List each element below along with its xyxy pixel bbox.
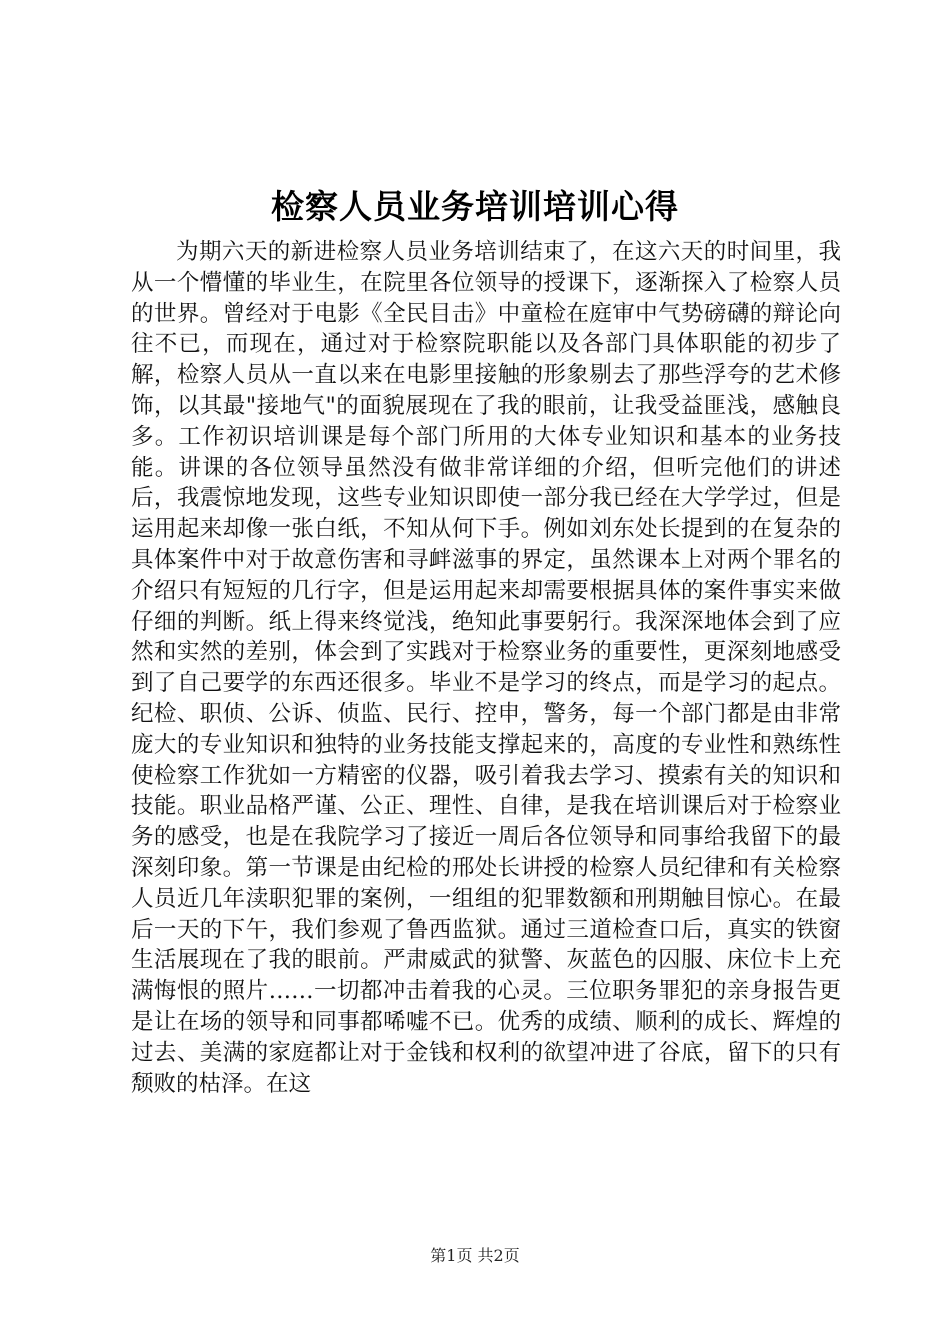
body-paragraph: 为期六天的新进检察人员业务培训结束了，在这六天的时间里，我从一个懵懂的毕业生，在院里各位领导的授课下，逐渐探入了检察人员的世界。曾经对于电影《全民目击》中童检在庭审中气势磅礴的辩论向往不已，而现在，通过对于检察院职能以及各部门具体职能的初步了解，检察人员从一直以来在电影里接触的形象剔去了那些浮夸的艺术修饰，以其最"接地气"的面貌展现在了我的眼前，让我受益匪浅，感触良多。工作初识培训课是每个部门所用的大体专业知识和基本的业务技能。讲课的各位领导虽然没有做非常详细的介绍，但听完他们的讲述后，我震惊地发现，这些专业知识即使一部分我已经在大学学过，但是运用起来却像一张白纸，不知从何下手。例如刘东处长提到的在复杂的具体案件中对于故意伤害和寻衅滋事的界定，虽然课本上对两个罪名的介绍只有短短的几行字，但是运用起来却需要根据具体的案件事实来做仔细的判断。纸上得来终觉浅，绝知此事要躬行。我深深地体会到了应然和实然的差别，体会到了实践对于检察业务的重要性，更深刻地感受到了自己要学的东西还很多。毕业不是学习的终点，而是学习的起点。纪检、职侦、公诉、侦监、民行、控申，警务，每一个部门都是由非常庞大的专业知识和独特的业务技能支撑起来的，高度的专业性和熟练性使检察工作犹如一方精密的仪器，吸引着我去学习、摸索有关的知识和技能。职业品格严谨、公正、理性、自律，是我在培训课后对于检察业务的感受，也是在我院学习了接近一周后各位领导和同事给我留下的最深刻印象。第一节课是由纪检的邢处长讲授的检察人员纪律和有关检察人员近几年渎职犯罪的案例，一组组的犯罪数额和刑期触目惊心。在最后一天的下午，我们参观了鲁西监狱。通过三道检查口后，真实的铁窗生活展现在了我的眼前。严肃威武的狱警、灰蓝色的囚服、床位卡上充满悔恨的照片……一切都冲击着我的心灵。三位职务罪犯的亲身报告更是让在场的领导和同事都唏嘘不已。优秀的成绩、顺利的成长、辉煌的过去、美满的家庭都让对于金钱和权利的欲望冲进了谷底，留下的只有颓败的枯泽。在这 (131, 239, 841, 1097)
document-title: 检察人员业务培训培训心得 (271, 187, 679, 226)
page-footer: 第1页 共2页 (430, 1246, 520, 1265)
